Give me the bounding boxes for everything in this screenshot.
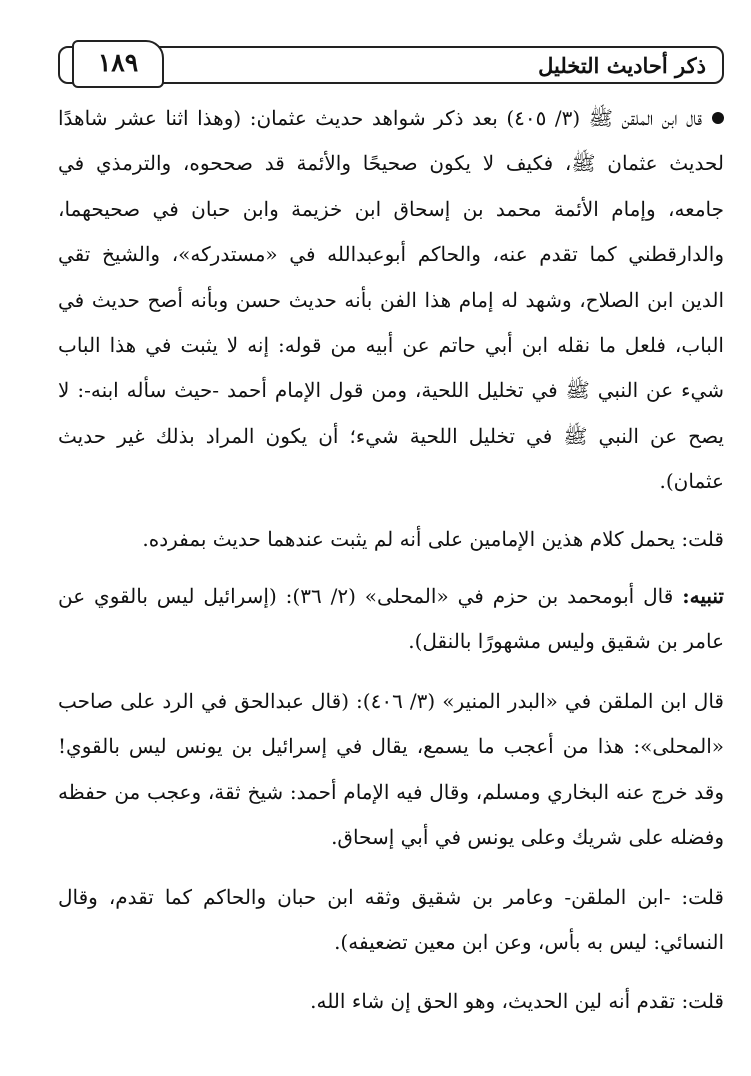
paragraph-1 [58,96,724,505]
paragraph-6 [58,979,724,1024]
paragraph-5-text: قلت: -ابن الملقن- وعامر بن شقيق وثقه ابن حبان والحاكم كما تقدم، وقال النسائي: ليس به بأس، وعن ابن معين تضعيفه). [58,884,724,954]
header-title: ذكر أحاديث التخليل [538,53,706,78]
page-number: ١٨٩ [97,48,139,77]
note-label: تنبيه: [682,584,724,609]
page-number-tab [72,40,164,88]
paragraph-4-text: قال ابن الملقن في «البدر المنير» (٣/ ٤٠٦): (قال عبدالحق في الرد على صاحب «المحلى»: هذا من أعجب ما يسمع، يقال في إسرائيل بن يونس ليس بالقوي! وقد خرج عنه البخاري ومسلم، وقال فيه الإمام أحمد: شيخ ثقة، وعجب من حفظه وفضله على شريك وعلى يونس في أبي إسحاق. [58,688,724,850]
paragraph-3 [58,574,724,665]
paragraph-4 [58,679,724,861]
paragraph-6-text: قلت: تقدم أنه لين الحديث، وهو الحق إن شاء الله. [310,989,724,1014]
paragraph-2 [58,517,724,562]
page-body [58,96,724,1025]
paragraph-1-text: (وهذا اثنا عشر شاهدًا لحديث عثمان ﷺ، فكيف لا يكون صحيحًا والأئمة قد صححوه، والترمذي في جامعه، وإمام الأئمة محمد بن إسحاق ابن خزيمة وابن حبان في صحيحهما، والدارقطني كما تقدم عنه، والحاكم أبوعبدالله في «مستدركه»، والشيخ تقي الدين ابن الصلاح، وشهد له إمام هذا الفن بأنه حديث حسن وبأنه أصح حديث في الباب، فلعل ما نقله ابن أبي حاتم عن أبيه من قوله: إنه لا يثبت في هذا الباب شيء عن النبي ﷺ في تخليل اللحية، ومن قول الإمام أحمد -حيث سأله ابنه-: لا يصح عن النبي ﷺ في تخليل اللحية شيء؛ أن يكون المراد بذلك غير حديث عثمان). [58,106,725,494]
paragraph-1-lead: قال ابن الملقن ﷺ (٣/ ٤٠٥) بعد ذكر شواهد حديث عثمان: [249,106,702,130]
bullet-icon [712,112,724,124]
paragraph-3-text: قال أبومحمد بن حزم في «المحلى» (٢/ ٣٦): (إسرائيل ليس بالقوي عن عامر بن شقيق وليس مشهورًا بالنقل). [58,584,724,654]
paragraph-5 [58,875,724,966]
paragraph-2-text: قلت: يحمل كلام هذين الإمامين على أنه لم يثبت عندهما حديث بمفرده. [142,526,724,551]
